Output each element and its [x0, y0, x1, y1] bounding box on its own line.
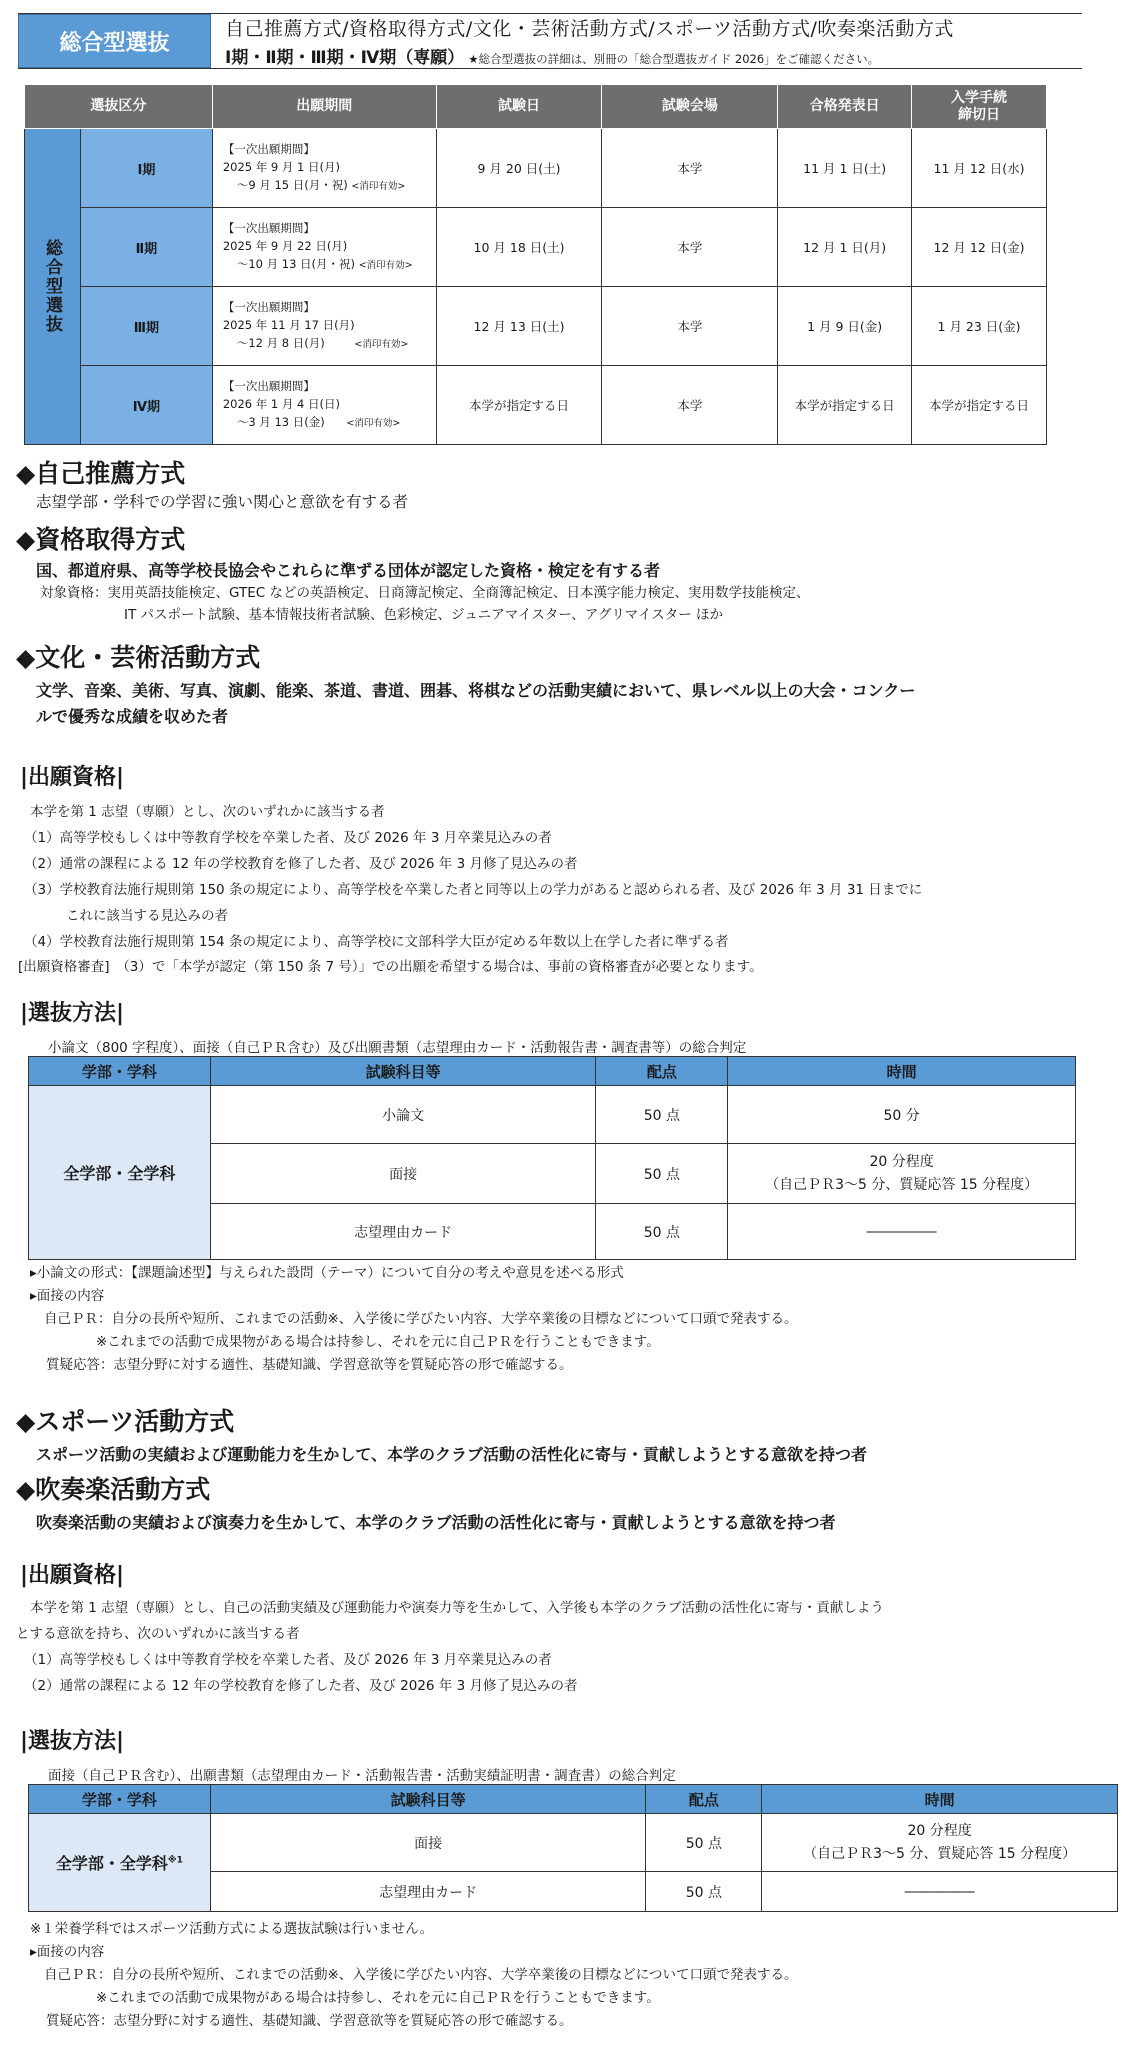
- section-title-qualification: ◆資格取得方式: [16, 525, 186, 554]
- section-body: 国、都道府県、高等学校長協会やこれらに準ずる団体が認定した資格・検定を有する者: [36, 561, 661, 580]
- header-venue: 試験会場: [602, 85, 778, 129]
- guide-note: ★総合型選抜の詳細は、別冊の「総合型選抜ガイド 2026」をご確認ください。: [468, 52, 880, 66]
- score: 50 点: [596, 1144, 728, 1204]
- section-title-self-recommendation: ◆自己推薦方式: [16, 459, 186, 488]
- table-row: [29, 1814, 1118, 1872]
- header-time: 時間: [762, 1785, 1118, 1814]
- period-label: Ⅰ期: [80, 129, 212, 208]
- venue: 本学: [602, 287, 778, 366]
- time: 20 分程度 （自己ＰＲ3〜5 分、質疑応答 15 分程度）: [728, 1144, 1076, 1204]
- schedule-header-row: [25, 85, 1047, 129]
- header-result-date: 合格発表日: [778, 85, 912, 129]
- application-range: 【一次出願期間】 2025 年 9 月 22 日(月) 〜10 月 13 日(月・祝) <消印有効>: [212, 208, 436, 287]
- header-dept: 学部・学科: [29, 1785, 211, 1814]
- periods-line: Ⅰ期・Ⅱ期・Ⅲ期・Ⅳ期（専願） ★総合型選抜の詳細は、別冊の「総合型選抜ガイド 2026」をご確認ください。: [225, 48, 880, 68]
- selection-table: [28, 1784, 1118, 1912]
- header-dept: 学部・学科: [29, 1057, 211, 1086]
- subject: 面接: [210, 1814, 646, 1872]
- application-range: 【一次出願期間】 2025 年 11 月 17 日(月) 〜12 月 8 日(月) <消印有効>: [212, 287, 436, 366]
- methods-line: 自己推薦方式/資格取得方式/文化・芸術活動方式/スポーツ活動方式/吹奏楽活動方式: [225, 18, 954, 40]
- score: 50 点: [646, 1872, 762, 1912]
- eligibility-list: 本学を第 1 志望（専願）とし、自己の活動実績及び運動能力や演奏力等を生かして、入学後も本学のクラブ活動の活性化に寄与・貢献しよう とする意欲を持ち、次のいずれかに該当する者 （1）高等学校もしくは中等教育学校を卒業した者、及び 2026 年 3 月卒業見込みの者 （2）通常の課程による 12 年の学校教育を修了した者、及び 2026 年 3 月修了見込みの者: [16, 1600, 884, 1694]
- result-date: 本学が指定する日: [778, 366, 912, 445]
- section-body: スポーツ活動の実績および運動能力を生かして、本学のクラブ活動の活性化に寄与・貢献しようとする意欲を持つ者: [36, 1445, 868, 1464]
- subject: 志望理由カード: [210, 1872, 646, 1912]
- group-label: 総合型選抜: [25, 129, 81, 445]
- exam-date: 10 月 18 日(土): [436, 208, 602, 287]
- application-range: 【一次出願期間】 2026 年 1 月 4 日(日) 〜3 月 13 日(金) <消印有効>: [212, 366, 436, 445]
- venue: 本学: [602, 366, 778, 445]
- deadline: 12 月 12 日(金): [912, 208, 1047, 287]
- result-date: 1 月 9 日(金): [778, 287, 912, 366]
- page-header: [18, 13, 1082, 69]
- section-body: 志望学部・学科での学習に強い関心と意欲を有する者: [36, 493, 409, 511]
- score: 50 点: [646, 1814, 762, 1872]
- selection-intro: 小論文（800 字程度）、面接（自己ＰＲ含む）及び出願書類（志望理由カード・活動報告書・調査書等）の総合判定: [48, 1040, 747, 1056]
- interview-notes: ▸小論文の形式：【課題論述型】与えられた設問（テーマ）について自分の考えや意見を述べる形式 ▸面接の内容 自己ＰＲ：自分の長所や短所、これまでの活動※、入学後に学びたい内容、大学卒業後の目標などについて口頭で発表する。 ※これまでの活動で成果物がある場合は持参し、それを元に自己ＰＲを行うこともできます。 質疑応答：志望分野に対する適性、基礎知識、学習意欲等を質疑応答の形で確認する。: [30, 1265, 798, 1373]
- time: ―――――: [728, 1204, 1076, 1260]
- eligibility-label: |出願資格|: [20, 1563, 125, 1588]
- dept-cell: 全学部・全学科: [29, 1086, 211, 1260]
- table-row: [25, 366, 1047, 445]
- venue: 本学: [602, 129, 778, 208]
- score: 50 点: [596, 1086, 728, 1144]
- eligibility-list: 本学を第 1 志望（専願）とし、次のいずれかに該当する者 （1）高等学校もしくは中等教育学校を卒業した者、及び 2026 年 3 月卒業見込みの者 （2）通常の課程による 12 年の学校教育を修了した者、及び 2026 年 3 月修了見込みの者 （3）学校教育法施行規則第 150 条の規定により、高等学校を卒業した者と同等以上の学力があると認められる者、及び 2026 年 3 月 31 日までに これに該当する見込みの者 （4）学校教育法施行規則第 154 条の規定により、高等学校に文部科学大臣が定める年数以上在学した者に準ずる者 [出願資格審査] （3）で「本学が認定（第 150 条 7 号）」での出願を希望する場合は、事前の資格審査が必要となります。: [30, 800, 922, 981]
- section-body: 吹奏楽活動の実績および演奏力を生かして、本学のクラブ活動の活性化に寄与・貢献しようとする意欲を持つ者: [36, 1513, 836, 1532]
- exam-date: 9 月 20 日(土): [436, 129, 602, 208]
- header-score: 配点: [646, 1785, 762, 1814]
- subject: 志望理由カード: [210, 1204, 596, 1260]
- subject: 面接: [210, 1144, 596, 1204]
- category-tag: 総合型選抜: [18, 14, 211, 68]
- time: ―――――: [762, 1872, 1118, 1912]
- deadline: 1 月 23 日(金): [912, 287, 1047, 366]
- eligibility-label: |出願資格|: [20, 765, 125, 790]
- table-row: [29, 1086, 1076, 1144]
- section-title-sports: ◆スポーツ活動方式: [16, 1407, 235, 1436]
- exam-date: 12 月 13 日(土): [436, 287, 602, 366]
- period-label: Ⅳ期: [80, 366, 212, 445]
- subject: 小論文: [210, 1086, 596, 1144]
- target-qualifications: 対象資格：実用英語技能検定、GTEC などの英語検定、日商簿記検定、全商簿記検定、日本漢字能力検定、実用数学技能検定、 IT パスポート試験、基本情報技術者試験、色彩検定、ジュニアマイスター、アグリマイスター ほか: [40, 585, 810, 624]
- score: 50 点: [596, 1204, 728, 1260]
- application-range: 【一次出願期間】 2025 年 9 月 1 日(月) 〜9 月 15 日(月・祝) <消印有効>: [212, 129, 436, 208]
- exam-date: 本学が指定する日: [436, 366, 602, 445]
- venue: 本学: [602, 208, 778, 287]
- table-row: [25, 129, 1047, 208]
- dept-cell: 全学部・全学科$^{※1}$: [29, 1814, 211, 1912]
- section-title-culture-arts: ◆文化・芸術活動方式: [16, 643, 261, 672]
- selection-table: [28, 1056, 1076, 1260]
- header-subject: 試験科目等: [210, 1785, 646, 1814]
- time: 20 分程度 （自己ＰＲ3〜5 分、質疑応答 15 分程度）: [762, 1814, 1118, 1872]
- header-exam-date: 試験日: [436, 85, 602, 129]
- selection-method-label: |選抜方法|: [20, 1729, 125, 1754]
- result-date: 11 月 1 日(土): [778, 129, 912, 208]
- deadline: 11 月 12 日(水): [912, 129, 1047, 208]
- selection-method-label: |選抜方法|: [20, 1001, 125, 1026]
- result-date: 12 月 1 日(月): [778, 208, 912, 287]
- period-label: Ⅲ期: [80, 287, 212, 366]
- header-time: 時間: [728, 1057, 1076, 1086]
- schedule-table: [24, 84, 1047, 445]
- header-category: 選抜区分: [25, 85, 213, 129]
- selection-intro: 面接（自己ＰＲ含む）、出願書類（志望理由カード・活動報告書・活動実績証明書・調査書）の総合判定: [48, 1768, 676, 1784]
- table-row: [25, 287, 1047, 366]
- period-label: Ⅱ期: [80, 208, 212, 287]
- deadline: 本学が指定する日: [912, 366, 1047, 445]
- section-body: 文学、音楽、美術、写真、演劇、能楽、茶道、書道、囲碁、将棋などの活動実績において、県レベル以上の大会・コンクー ルで優秀な成績を収めた者: [36, 681, 916, 726]
- header-score: 配点: [596, 1057, 728, 1086]
- interview-notes: ※１栄養学科ではスポーツ活動方式による選抜試験は行いません。 ▸面接の内容 自己ＰＲ：自分の長所や短所、これまでの活動※、入学後に学びたい内容、大学卒業後の目標などについて口頭で発表する。 ※これまでの活動で成果物がある場合は持参し、それを元に自己ＰＲを行うこともできます。 質疑応答：志望分野に対する適性、基礎知識、学習意欲等を質疑応答の形で確認する。: [30, 1921, 798, 2029]
- header-subject: 試験科目等: [210, 1057, 596, 1086]
- section-title-brass-band: ◆吹奏楽活動方式: [16, 1475, 211, 1504]
- time: 50 分: [728, 1086, 1076, 1144]
- eligibility-review: [出願資格審査] （3）で「本学が認定（第 150 条 7 号）」での出願を希望する場合は、事前の資格審査が必要となります。: [18, 959, 763, 976]
- header-deadline: 入学手続 締切日: [912, 85, 1047, 129]
- table-row: [25, 208, 1047, 287]
- header-period: 出願期間: [212, 85, 436, 129]
